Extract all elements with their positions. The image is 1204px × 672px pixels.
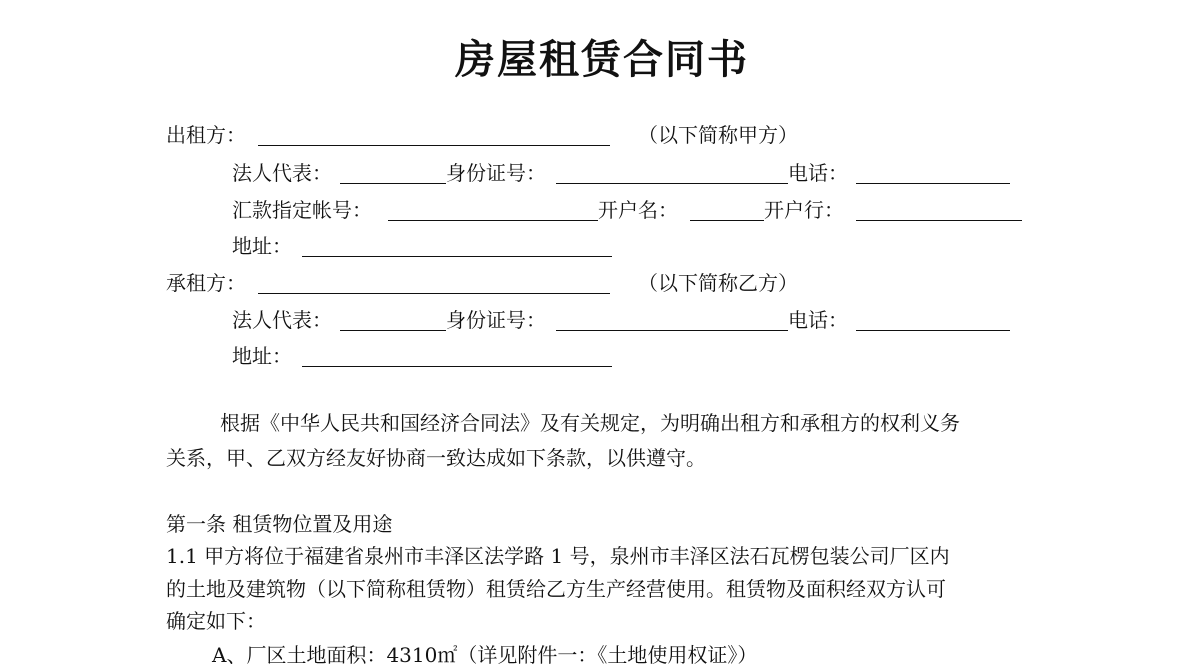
lessor-rep-row — [232, 159, 1032, 187]
lessor-bank-label: 开户行： — [764, 198, 844, 222]
article-1-paragraph-line-2: 的土地及建筑物（以下简称租赁物）租赁给乙方生产经营使用。租赁物及面积经双方认可 — [166, 577, 946, 601]
lessor-id-blank[interactable] — [556, 183, 788, 184]
lessee-row — [166, 269, 866, 297]
lessor-account-name-label: 开户名： — [598, 198, 678, 222]
lessor-address-blank[interactable] — [302, 256, 612, 257]
preamble-line-2: 关系，甲、乙双方经友好协商一致达成如下条款，以供遵守。 — [166, 446, 706, 470]
lessor-account-name-blank[interactable] — [690, 220, 764, 221]
article-1-paragraph-line-3: 确定如下： — [166, 609, 266, 633]
lessor-phone-blank[interactable] — [856, 183, 1010, 184]
lessee-note: （以下简称乙方） — [638, 271, 798, 295]
preamble-line-1 — [166, 406, 960, 440]
lessee-address-row — [232, 342, 632, 370]
lessor-address-row — [232, 232, 632, 260]
lessee-label: 承租方： — [166, 271, 246, 295]
lessor-bank-blank[interactable] — [856, 220, 1022, 221]
lessee-address-label: 地址： — [232, 344, 292, 368]
lessee-address-blank[interactable] — [302, 366, 612, 367]
lessor-account-label: 汇款指定帐号： — [232, 198, 372, 222]
lessor-rep-label: 法人代表： — [232, 161, 332, 185]
lessee-rep-label: 法人代表： — [232, 308, 332, 332]
lessor-label: 出租方： — [166, 123, 246, 147]
lessor-note: （以下简称甲方） — [638, 123, 798, 147]
lessee-name-blank[interactable] — [258, 293, 610, 294]
lessee-rep-blank[interactable] — [340, 330, 446, 331]
lessor-phone-label: 电话： — [788, 161, 848, 185]
lessor-id-label: 身份证号： — [446, 161, 546, 185]
lessee-id-label: 身份证号： — [446, 308, 546, 332]
lessor-address-label: 地址： — [232, 234, 292, 258]
article-1-item-a: A、厂区土地面积：4310㎡（详见附件一：《土地使用权证》） — [212, 643, 758, 667]
preamble-text-1: 根据《中华人民共和国经济合同法》及有关规定，为明确出租方和承租方的权利义务 — [220, 411, 960, 435]
lessor-account-row — [232, 196, 1032, 224]
document-title: 房屋租赁合同书 — [455, 37, 749, 83]
article-1-paragraph-line-1: 1.1 甲方将位于福建省泉州市丰泽区法学路 1 号，泉州市丰泽区法石瓦楞包装公司厂区内 — [166, 544, 950, 568]
lessee-phone-label: 电话： — [788, 308, 848, 332]
article-1-heading: 第一条 租赁物位置及用途 — [166, 512, 393, 536]
lessee-rep-row — [232, 306, 1032, 334]
lessor-name-blank[interactable] — [258, 145, 610, 146]
lessor-account-blank[interactable] — [388, 220, 598, 221]
lessor-row — [166, 121, 866, 149]
lessee-id-blank[interactable] — [556, 330, 788, 331]
lessor-rep-blank[interactable] — [340, 183, 446, 184]
lessee-phone-blank[interactable] — [856, 330, 1010, 331]
